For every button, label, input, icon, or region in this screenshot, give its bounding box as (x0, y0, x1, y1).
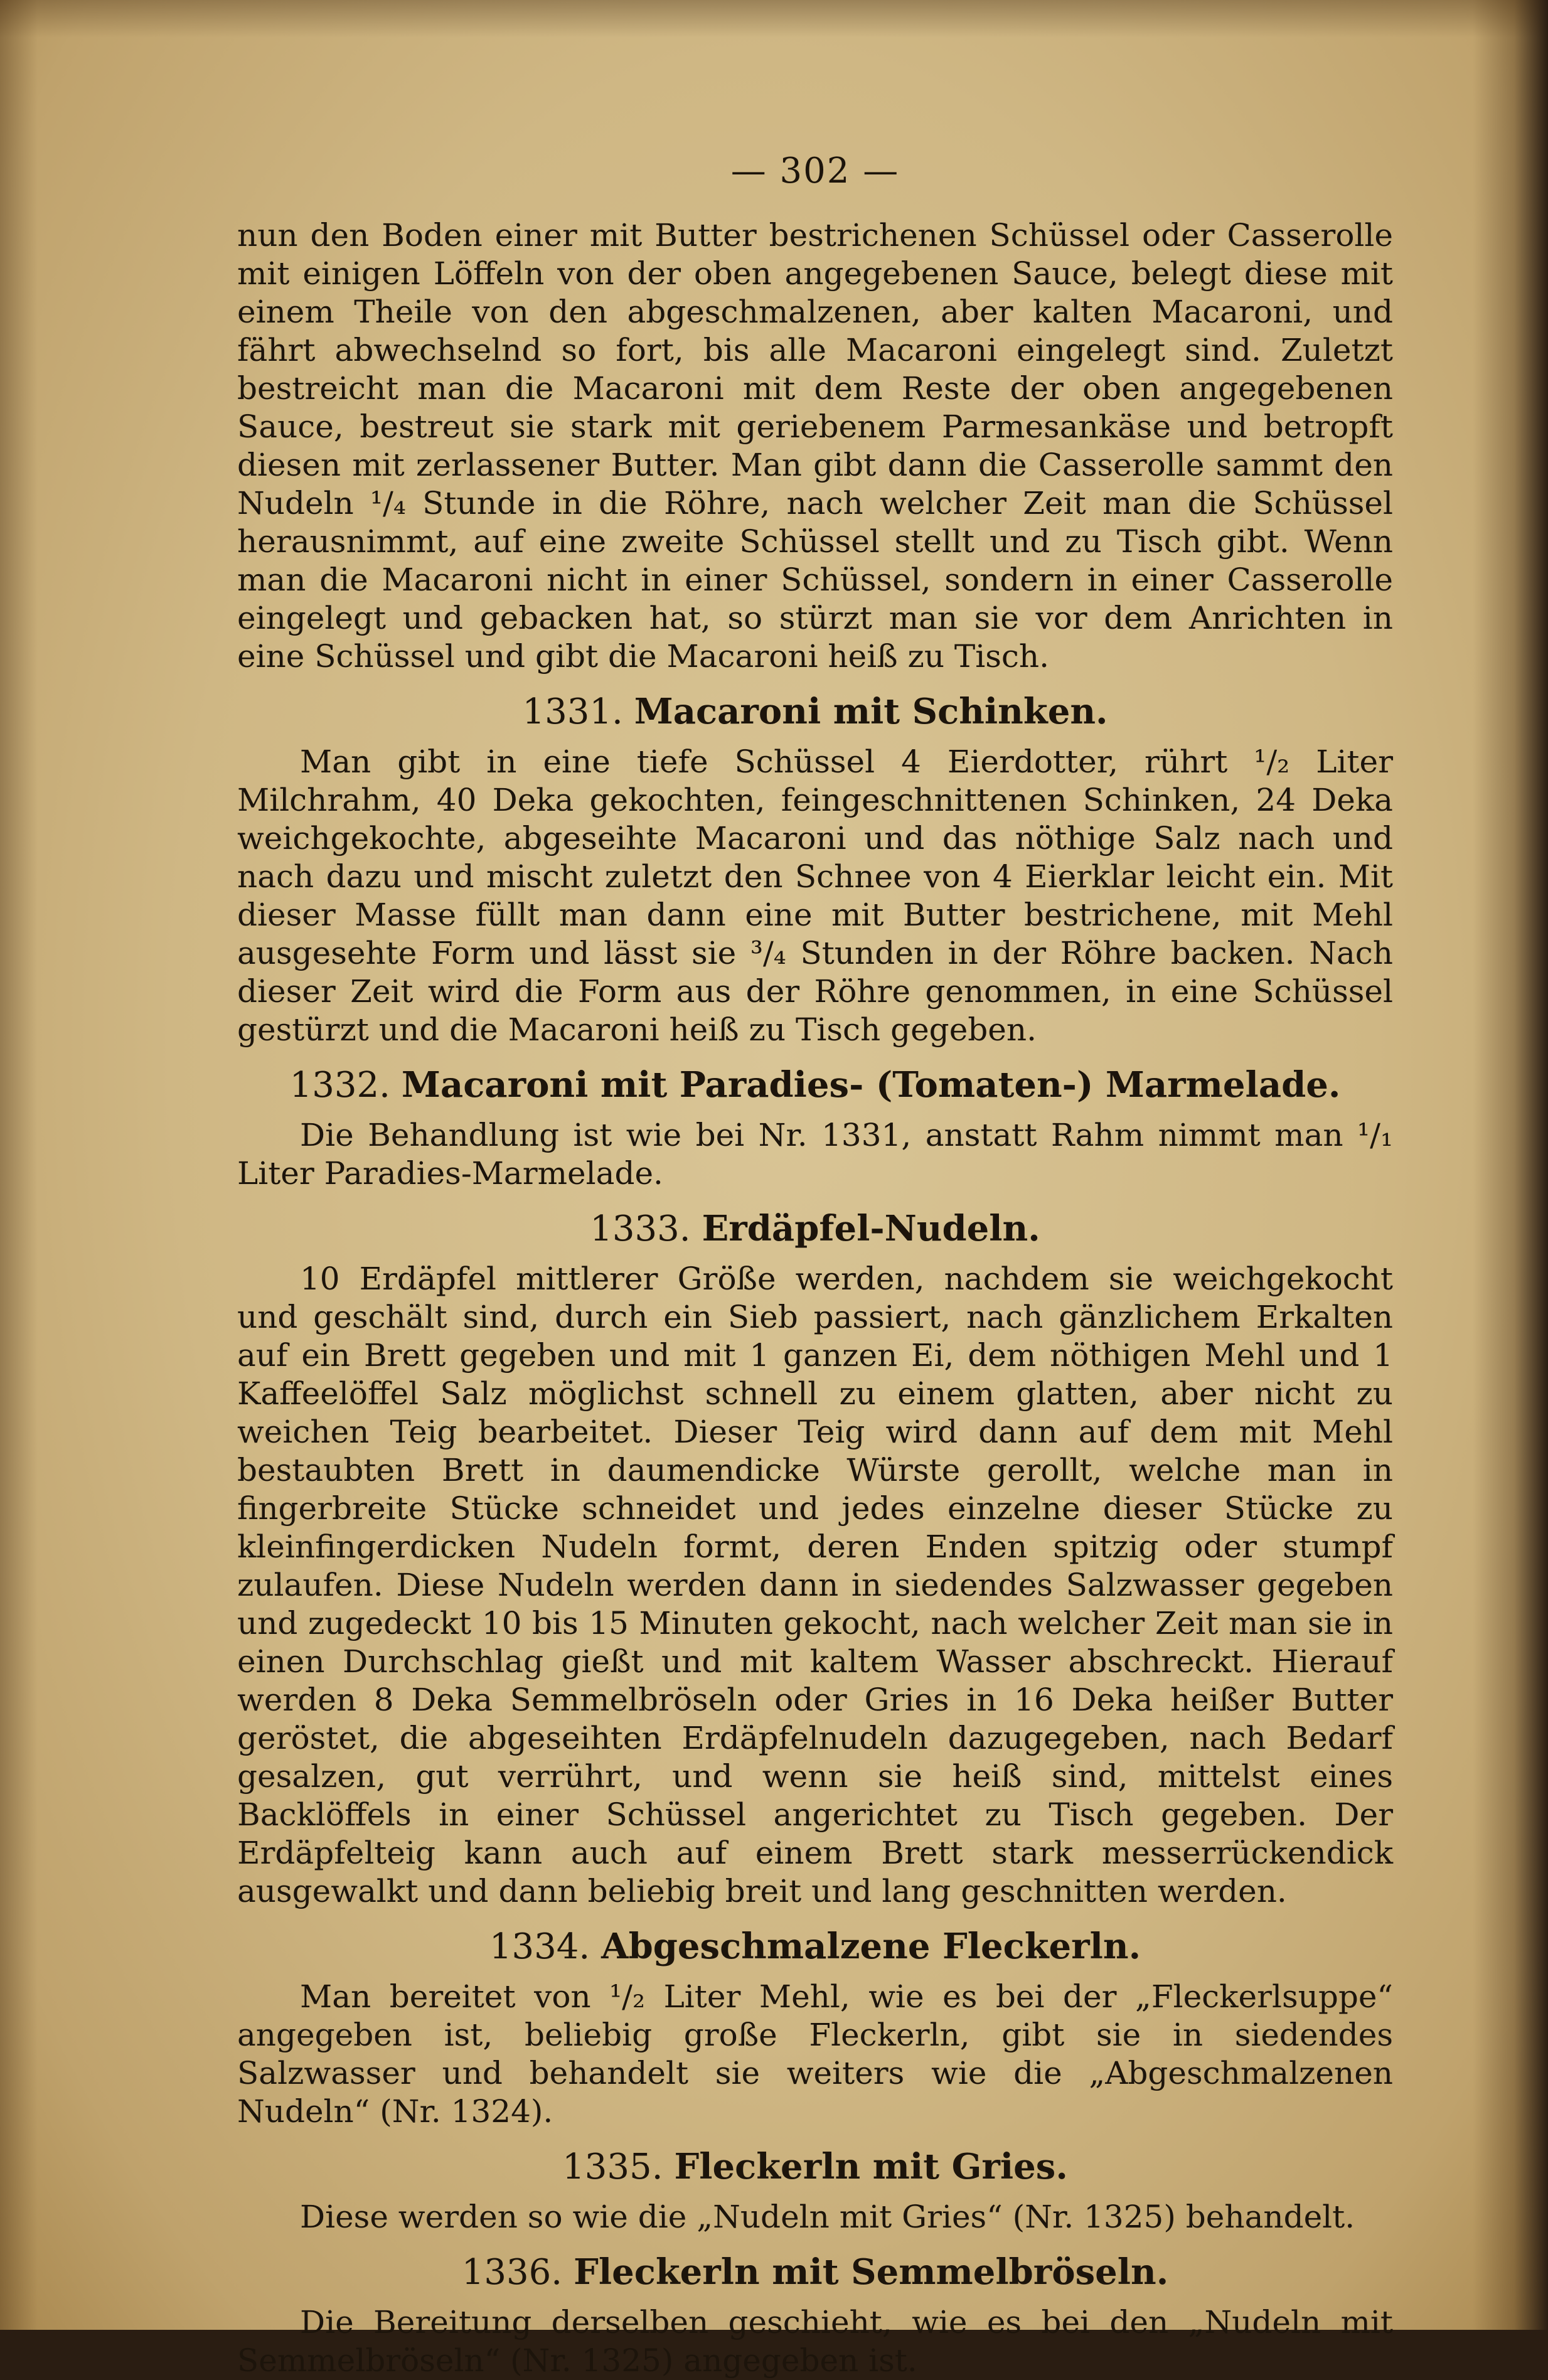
page-content (237, 151, 1393, 2380)
recipe-title: Fleckerln mit Semmelbröseln. (574, 2251, 1169, 2293)
recipe-text-1331: Man gibt in eine tiefe Schüssel 4 Eierdotter, rührt ¹/₂ Liter Milchrahm, 40 Deka gekochten, feingeschnittenen Schinken, 24 Deka weichgekochte, abgeseihte Macaroni und das nöthige Salz nach und nach dazu und mischt zuletzt den Schnee von 4 Eierklar leicht ein. Mit dieser Masse füllt man dann eine mit Butter bestrichene, mit Mehl ausgesehte Form und lässt sie ³/₄ Stunden in der Röhre backen. Nach dieser Zeit wird die Form aus der Röhre genommen, in eine Schüssel gestürzt und die Macaroni heiß zu Tisch gegeben. (237, 744, 1393, 1048)
recipe-text-1333: 10 Erdäpfel mittlerer Größe werden, nachdem sie weichgekocht und geschält sind, durch ein Sieb passiert, nach gänzlichem Erkalten auf ein Brett gegeben und mit 1 ganzen Ei, dem nöthigen Mehl und 1 Kaffeelöffel Salz möglichst schnell zu einem glatten, aber nicht zu weichen Teig bearbeitet. Dieser Teig wird dann auf dem mit Mehl bestaubten Brett in daumendicke Würste gerollt, welche man in fingerbreite Stücke schneidet und jedes einzelne dieser Stücke zu kleinfingerdicken Nudeln formt, deren Enden spitzig oder stumpf zulaufen. Diese Nudeln werden dann in siedendes Salzwasser gegeben und zugedeckt 10 bis 15 Minuten gekocht, nach welcher Zeit man sie in einen Durchschlag gießt und mit kaltem Wasser abschreckt. Hierauf werden 8 Deka Semmelbröseln oder Gries in 16 Deka heißer Butter geröstet, die abgeseihten Erdäpfelnudeln dazugegeben, nach Bedarf gesalzen, gut verrührt, und wenn sie heiß sind, mittelst eines Backlöffels in einer Schüssel angerichtet zu Tisch gegeben. Der Erdäpfelteig kann auch auf einem Brett stark messerrückendick ausgewalkt und dann beliebig breit und lang geschnitten werden. (237, 1261, 1393, 1909)
page-top-shadow (0, 0, 1548, 38)
recipe-text-1336: Die Bereitung derselben geschieht, wie es bei den „Nudeln mit Semmelbröseln“ (Nr. 1325) angegeben ist. (237, 2304, 1393, 2379)
recipe-number: 1335. (562, 2147, 663, 2187)
recipe-heading-1331 (237, 690, 1393, 734)
recipe-number: 1333. (590, 1209, 691, 1249)
recipe-text-1334: Man bereitet von ¹/₂ Liter Mehl, wie es bei der „Fleckerlsuppe“ angegeben ist, beliebig große Fleckerln, gibt sie in siedendes Salzwasser und behandelt sie weiters wie die „Abgeschmalzenen Nudeln“ (Nr. 1324). (237, 1978, 1393, 2130)
recipe-number: 1331. (522, 691, 623, 732)
recipe-title: Macaroni mit Paradies- (Tomaten-) Marmelade. (401, 1064, 1341, 1106)
recipe-heading-1334 (237, 1924, 1393, 1969)
page-left-shadow (0, 0, 38, 2330)
recipe-text-1335: Diese werden so wie die „Nudeln mit Gries“ (Nr. 1325) behandelt. (300, 2199, 1355, 2235)
recipe-title: Macaroni mit Schinken. (634, 691, 1108, 732)
recipe-heading-1335 (237, 2145, 1393, 2189)
recipe-number: 1336. (461, 2252, 563, 2293)
recipe-text-1332: Die Behandlung ist wie bei Nr. 1331, anstatt Rahm nimmt man ¹/₁ Liter Paradies-Marmelade. (237, 1117, 1393, 1192)
recipe-number: 1332. (289, 1065, 390, 1106)
recipe-title: Abgeschmalzene Fleckerln. (601, 1926, 1141, 1967)
recipe-heading-1336 (237, 2250, 1393, 2295)
book-spine-shadow (1473, 0, 1548, 2330)
page-number: — 302 — (730, 151, 900, 191)
recipe-heading-1333 (237, 1207, 1393, 1251)
paragraph-continuation: nun den Boden einer mit Butter bestrichenen Schüssel oder Casserolle mit einigen Löffeln von der oben angegebenen Sauce, belegt diese mit einem Theile von den abgeschmalzenen, aber kalten Macaroni, und fährt abwechselnd so fort, bis alle Macaroni eingelegt sind. Zuletzt bestreicht man die Macaroni mit dem Reste der oben angegebenen Sauce, bestreut sie stark mit geriebenem Parmesankäse und betropft diesen mit zerlassener Butter. Man gibt dann die Casserolle sammt den Nudeln ¹/₄ Stunde in die Röhre, nach welcher Zeit man die Schüssel herausnimmt, auf eine zweite Schüssel stellt und zu Tisch gibt. Wenn man die Macaroni nicht in einer Schüssel, sondern in einer Casserolle eingelegt und gebacken hat, so stürzt man sie vor dem Anrichten in eine Schüssel und gibt die Macaroni heiß zu Tisch. (237, 217, 1393, 675)
recipe-heading-1332 (237, 1063, 1393, 1107)
recipe-title: Fleckerln mit Gries. (674, 2146, 1068, 2187)
recipe-number: 1334. (489, 1926, 590, 1967)
recipe-title: Erdäpfel-Nudeln. (702, 1208, 1040, 1249)
